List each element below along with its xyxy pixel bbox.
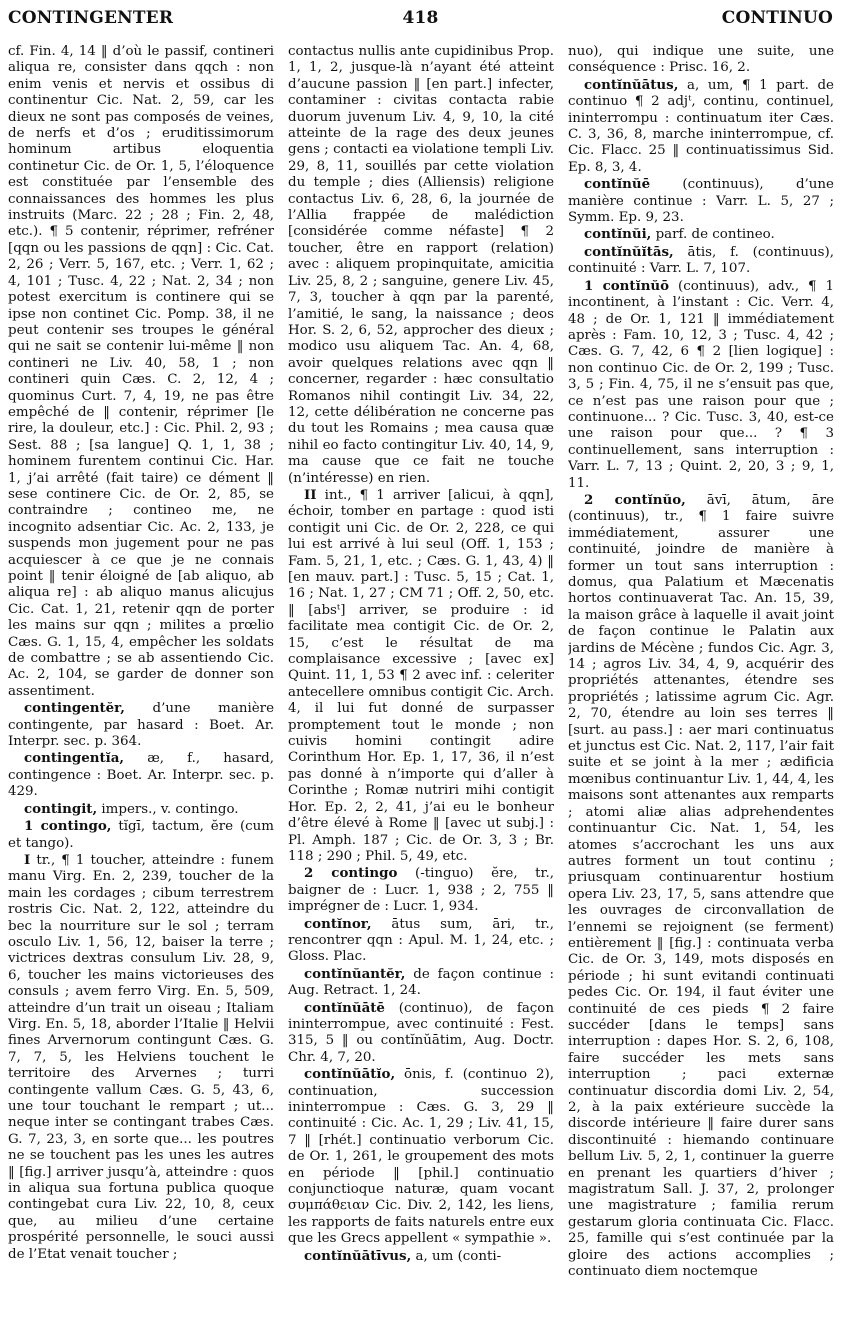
- dictionary-entry: [568, 278, 834, 492]
- entry-text: (continuus), d’une manière continue : Varr. L. 5, 27 ; Symm. Ep. 9, 23.: [568, 177, 834, 226]
- entry-text: ātis, f. (continuus), continuité : Varr. L. 7, 107.: [568, 244, 834, 277]
- column-3: [568, 44, 834, 1332]
- entry-text: (continuo), de façon ininterrompue, avec continuité : Fest. 315, 5 ‖ ou contĭnŭātim, Aug. Doctr. Chr. 4, 7, 20.: [288, 1000, 554, 1065]
- entry-headword: I: [24, 851, 31, 868]
- dictionary-entry: [288, 966, 554, 1000]
- entry-headword: 1 contĭnŭō: [584, 277, 670, 294]
- entry-headword: II: [304, 486, 317, 503]
- entry-text: æ, f., hasard, contingence : Boet. Ar. Interpr. sec. p. 429.: [8, 751, 274, 800]
- page-header: [8, 8, 833, 36]
- entry-continuation: [8, 44, 274, 700]
- entry-text: nuo), qui indique une suite, une conséquence : Prisc. 16, 2.: [568, 44, 834, 76]
- dictionary-entry: [8, 700, 274, 750]
- running-head-left: CONTINGENTER: [8, 8, 174, 28]
- dictionary-entry: [288, 487, 554, 865]
- dictionary-entry: [8, 818, 274, 852]
- entry-headword: contĭnŭātīvus,: [304, 1247, 412, 1264]
- entry-headword: contĭnŭātĭo,: [304, 1066, 396, 1083]
- dictionary-entry: [288, 1000, 554, 1067]
- text-columns: [8, 44, 834, 1332]
- entry-text: a, um (conti-: [411, 1248, 502, 1264]
- entry-text: int., ¶ 1 arriver [alicui, à qqn], échoir, tomber en partage : quod isti contigit uni Cic. de Or. 2, 228, ce qui lui est arrivé à lui seul (Off. 1, 153 ; Fam. 5, 21, 1, etc. ; Cæs. G. 1, 43, 4) ‖ [en mauv. part.] : Tusc. 5, 15 ; Cat. 1, 16 ; Nat. 1, 27 ; CM 71 ; Off. 2, 50, etc. ‖ [absᵗ] arriver, se produire : id facilitate mea contigit Cic. de Or. 2, 15, c’est le résultat de ma complaisance excessive ; [avec ex] Quint. 11, 1, 53 ¶ 2 avec inf. : celeriter antecellere omnibus contigit Cic. Arch. 4, il lui fut donné de surpasser promptement tout le monde ; non cuivis homini contingit adire Corinthum Hor. Ep. 1, 17, 36, il n’est pas donné à n’importe qui d’aller à Corinthe ; Romæ nutriri mihi contigit Hor. Ep. 2, 2, 41, j’ai eu le bonheur d’être élevé à Rome ‖ [avec ut subj.] : Pl. Amph. 187 ; Cic. de Or. 3, 3 ; Br. 118 ; 290 ; Phil. 5, 49, etc.: [288, 487, 554, 864]
- page-number: 418: [402, 8, 439, 28]
- entry-text: d’une manière contingente, par hasard : Boet. Ar. Interpr. sec. p. 364.: [8, 701, 274, 750]
- entry-headword: contĭnŭi,: [584, 226, 652, 243]
- dictionary-entry: [288, 916, 554, 966]
- entry-headword: contĭnŭātē: [304, 999, 385, 1016]
- entry-headword: contĭnor,: [304, 915, 372, 932]
- entry-text: ōnis, f. (continuo 2), continuation, succession ininterrompue : Cæs. G. 3, 29 ‖ continuité : Cic. Ac. 1, 29 ; Liv. 41, 15, 7 ‖ [rhét.] continuatio verborum Cic. de Or. 1, 261, le groupement des mots en période ‖ [phil.] continuatio conjunctioque naturæ, quam vocant συμπάθειαν Cic. Div. 2, 142, les liens, les rapports de faits naturels entre eux que les Grecs appellent « sympathie ».: [288, 1067, 554, 1247]
- dictionary-entry: [288, 1066, 554, 1247]
- entry-text: tĭgī, tactum, ĕre (cum et tango).: [8, 819, 274, 851]
- running-head-right: CONTINUO: [721, 8, 833, 28]
- entry-text: tr., ¶ 1 toucher, atteindre : funem manu Virg. En. 2, 239, toucher de la main les cordages ; cibum terrestrem rostris Cic. Nat. 2, 122, atteindre du bec la nourriture sur le sol ; terram osculo Liv. 1, 56, 12, baiser la terre ; victrices dextras consulum Liv. 28, 9, 6, toucher les mains victorieuses des consuls ; avem ferro Virg. En. 5, 509, atteindre d’un trait un oiseau ; Italiam Virg. En. 5, 18, aborder l’Italie ‖ Helvii fines Arvernorum contingunt Cæs. G. 7, 7, 5, les Helviens touchent le territoire des Arvernes ; turri contingente vallum Cæs. G. 5, 43, 6, une tour touchant le rempart ; ut... neque inter se contingant trabes Cæs. G. 7, 23, 3, en sorte que... les poutres ne se touchent pas les unes les autres ‖ [fig.] arriver jusqu’à, atteindre : quos in aliqua sua fortuna publica quoque contingebat cura Liv. 22, 10, 8, ceux que, au milieu d’une certaine prospérité personnelle, le souci aussi de l’Etat venait toucher ;: [8, 852, 274, 1262]
- entry-text: de façon continue : Aug. Retract. 1, 24.: [288, 966, 554, 999]
- entry-text: (-tinguo) ĕre, tr., baigner de : Lucr. 1, 938 ; 2, 755 ‖ imprégner de : Lucr. 1, 934.: [288, 866, 554, 915]
- entry-headword: 2 contingo: [304, 865, 398, 882]
- dictionary-entry: [568, 244, 834, 278]
- entry-headword: contĭnŭĭtās,: [584, 243, 674, 260]
- entry-headword: contingit,: [24, 800, 98, 817]
- entry-headword: 2 contĭnŭo,: [584, 491, 686, 508]
- entry-text: contactus nullis ante cupidinibus Prop. 1, 1, 2, jusque-là n’ayant été atteint d’aucune passion ‖ [en part.] infecter, contaminer : civitas contacta rabie duorum juvenum Liv. 4, 9, 10, la cité atteinte de la rage des deux jeunes gens ; contacti ea violatione templi Liv. 29, 8, 11, souillés par cette violation du temple ; dies (Alliensis) religione contactus Liv. 6, 28, 6, la journée de l’Allia frappée de malédiction [considérée comme néfaste] ¶ 2 toucher, être en rapport (relation) avec : aliquem propinquitate, amicitia Liv. 25, 8, 2 ; sanguine, genere Liv. 45, 7, 3, toucher à qqn par la parenté, l’amitié, le sang, la naissance ; deos Hor. S. 2, 6, 52, approcher des dieux ; modico usu aliquem Tac. An. 4, 68, avoir quelques relations avec qqn ‖ concerner, regarder : hæc consultatio Romanos nihil contingit Liv. 34, 22, 12, cette délibération ne concerne pas du tout les Romains ; mea causa quæ nihil eo facto contingitur Liv. 40, 14, 9, ma cause que ce fait ne touche (n’intéresse) en rien.: [288, 44, 554, 486]
- entry-text: āvī, ātum, āre (continuus), tr., ¶ 1 faire suivre immédiatement, assurer une continuité, joindre de manière à former un tout sans interruption : domus, qua Palatium et Mæcenatis hortos continuaverat Tac. An. 15, 39, la maison grâce à laquelle il avait joint de façon continue le Palatin aux jardins de Mécène ; fundos Cic. Agr. 3, 14 ; agros Liv. 34, 4, 9, acquérir des propriétés attenantes, étendre ses propriétés ; latissime agrum Cic. Agr. 2, 70, étendre au loin ses terres ‖ [surt. au pass.] : aer mari continuatus et junctus est Cic. Nat. 2, 117, l’air fait suite et se joint à la mer ; ædificia mœnibus continuantur Liv. 1, 44, 4, les maisons sont attenantes aux remparts ; atomi aliæ alias adprehendentes continuantur Cic. Nat. 1, 54, les atomes s’accrochant les uns aux autres forment un tout continu ; priusquam continuarentur hostium opera Liv. 23, 17, 5, sans attendre que les ouvrages de circonvallation de l’ennemi se rejoignent (se ferment) entièrement ‖ [fig.] : continuata verba Cic. de Or. 3, 149, mots disposés en période ; hi sunt evitandi continuati pedes Cic. Or. 194, il faut éviter une continuité de ces pieds ¶ 2 faire succéder [dans le temps] sans interruption : dapes Hor. S. 2, 6, 108, faire succéder les mets sans interruption ; paci externæ continuatur discordia domi Liv. 2, 54, 2, à la paix extérieure succède la discorde intérieure ‖ faire durer sans discontinuité : hiemando continuare bellum Liv. 5, 2, 1, continuer la guerre en prenant les quartiers d’hiver ; magistratum Sall. J. 37, 2, prolonger une magistrature ; familia rerum gestarum gloria continuata Cic. Flacc. 25, famille qui s’est continuée par la gloire des actions accomplies ; continuato diem noctemque: [568, 492, 834, 1280]
- entry-text: (continuus), adv., ¶ 1 incontinent, à l’instant : Cic. Verr. 4, 48 ; de Or. 1, 121 ‖ immédiatement après : Fam. 10, 12, 3 ; Tusc. 4, 42 ; Cæs. G. 7, 42, 6 ¶ 2 [lien logique] : non continuo Cic. de Or. 2, 199 ; Tusc. 3, 5 ; Fin. 4, 75, il ne s’ensuit pas que, ce n’est pas une raison pour que ; continuone... ? Cic. Tusc. 3, 40, est-ce une raison pour que... ? ¶ 3 continuellement, sans interruption : Varr. L. 7, 13 ; Quint. 2, 20, 3 ; 9, 1, 11.: [568, 278, 834, 491]
- entry-continuation: [288, 44, 554, 487]
- column-2: [288, 44, 554, 1332]
- dictionary-entry: [568, 77, 834, 176]
- entry-headword: contingentĭa,: [24, 750, 125, 767]
- dictionary-entry: [568, 492, 834, 1281]
- dictionary-entry: [568, 176, 834, 226]
- dictionary-entry: [8, 852, 274, 1263]
- entry-text: a, um, ¶ 1 part. de continuo ¶ 2 adjᵗ, continu, continuel, ininterrompu : continuatum iter Cæs. C. 3, 36, 8, marche ininterrompue, cf. Cic. Flacc. 25 ‖ continuatissimus Sid. Ep. 8, 3, 4.: [568, 77, 834, 175]
- entry-headword: contingentĕr,: [24, 700, 125, 717]
- entry-text: parf. de contineo.: [651, 227, 775, 243]
- entry-text: impers., v. contingo.: [97, 801, 239, 817]
- entry-headword: contĭnŭē: [584, 176, 651, 193]
- entry-text: ātus sum, āri, tr., rencontrer qqn : Apul. M. 1, 24, etc. ; Gloss. Plac.: [288, 916, 554, 965]
- entry-headword: contĭnŭātus,: [584, 76, 679, 93]
- entry-headword: contĭnŭantĕr,: [304, 965, 406, 982]
- dictionary-entry: [568, 226, 834, 243]
- dictionary-entry: [288, 865, 554, 915]
- dictionary-entry: [288, 1248, 554, 1265]
- entry-continuation: [568, 44, 834, 77]
- dictionary-entry: [8, 801, 274, 818]
- dictionary-entry: [8, 750, 274, 800]
- entry-text: cf. Fin. 4, 14 ‖ d’où le passif, contineri aliqua re, consister dans qqch : non enim venis et nervis et ossibus di continentur Cic. Nat. 2, 59, car les dieux ne sont pas composés de veines, de nerfs et d’os ; eruditissimorum hominum artibus eloquentia continetur Cic. de Or. 1, 5, l’éloquence est constituée par l’ensemble des connaissances des hommes les plus instruits (Marc. 22 ; 28 ; Fin. 2, 48, etc.). ¶ 5 contenir, réprimer, refréner [qqn ou les passions de qqn] : Cic. Cat. 2, 26 ; Verr. 5, 167, etc. ; Verr. 1, 62 ; 4, 101 ; Tusc. 4, 22 ; Nat. 2, 34 ; non potest exercitum is continere qui se ipse non continet Cic. Pomp. 38, il ne peut contenir ses troupes le général qui ne sait se contenir lui-même ‖ non contineri ne Liv. 40, 58, 1 ; non contineri quin Cæs. C. 2, 12, 4 ; quominus Curt. 7, 4, 19, ne pas être empêché de ‖ contenir, réprimer [le rire, la douleur, etc.] : Cic. Phil. 2, 93 ; Sest. 88 ; [sa langue] Q. 1, 1, 38 ; hominem furentem continui Cic. Har. 1, j’ai arrêté (fait taire) ce dément ‖ sese continere Cic. de Or. 2, 85, se contraindre ; contineo me, ne incognito adsentiar Cic. Ac. 2, 133, je suspends mon jugement pour ne pas acquiescer à ce que je ne connais point ‖ tenir éloigné de [ab aliquo, ab aliqua re] : ab aliquo manus alicujus Cic. Cat. 1, 21, retenir qqn de porter les mains sur qqn ; milites a prœlio Cæs. G. 1, 15, 4, empêcher les soldats de combattre ; se ab assentiendo Cic. Ac. 2, 104, se garder de donner son assentiment.: [8, 44, 274, 699]
- entry-headword: 1 contingo,: [24, 818, 112, 835]
- column-1: [8, 44, 274, 1332]
